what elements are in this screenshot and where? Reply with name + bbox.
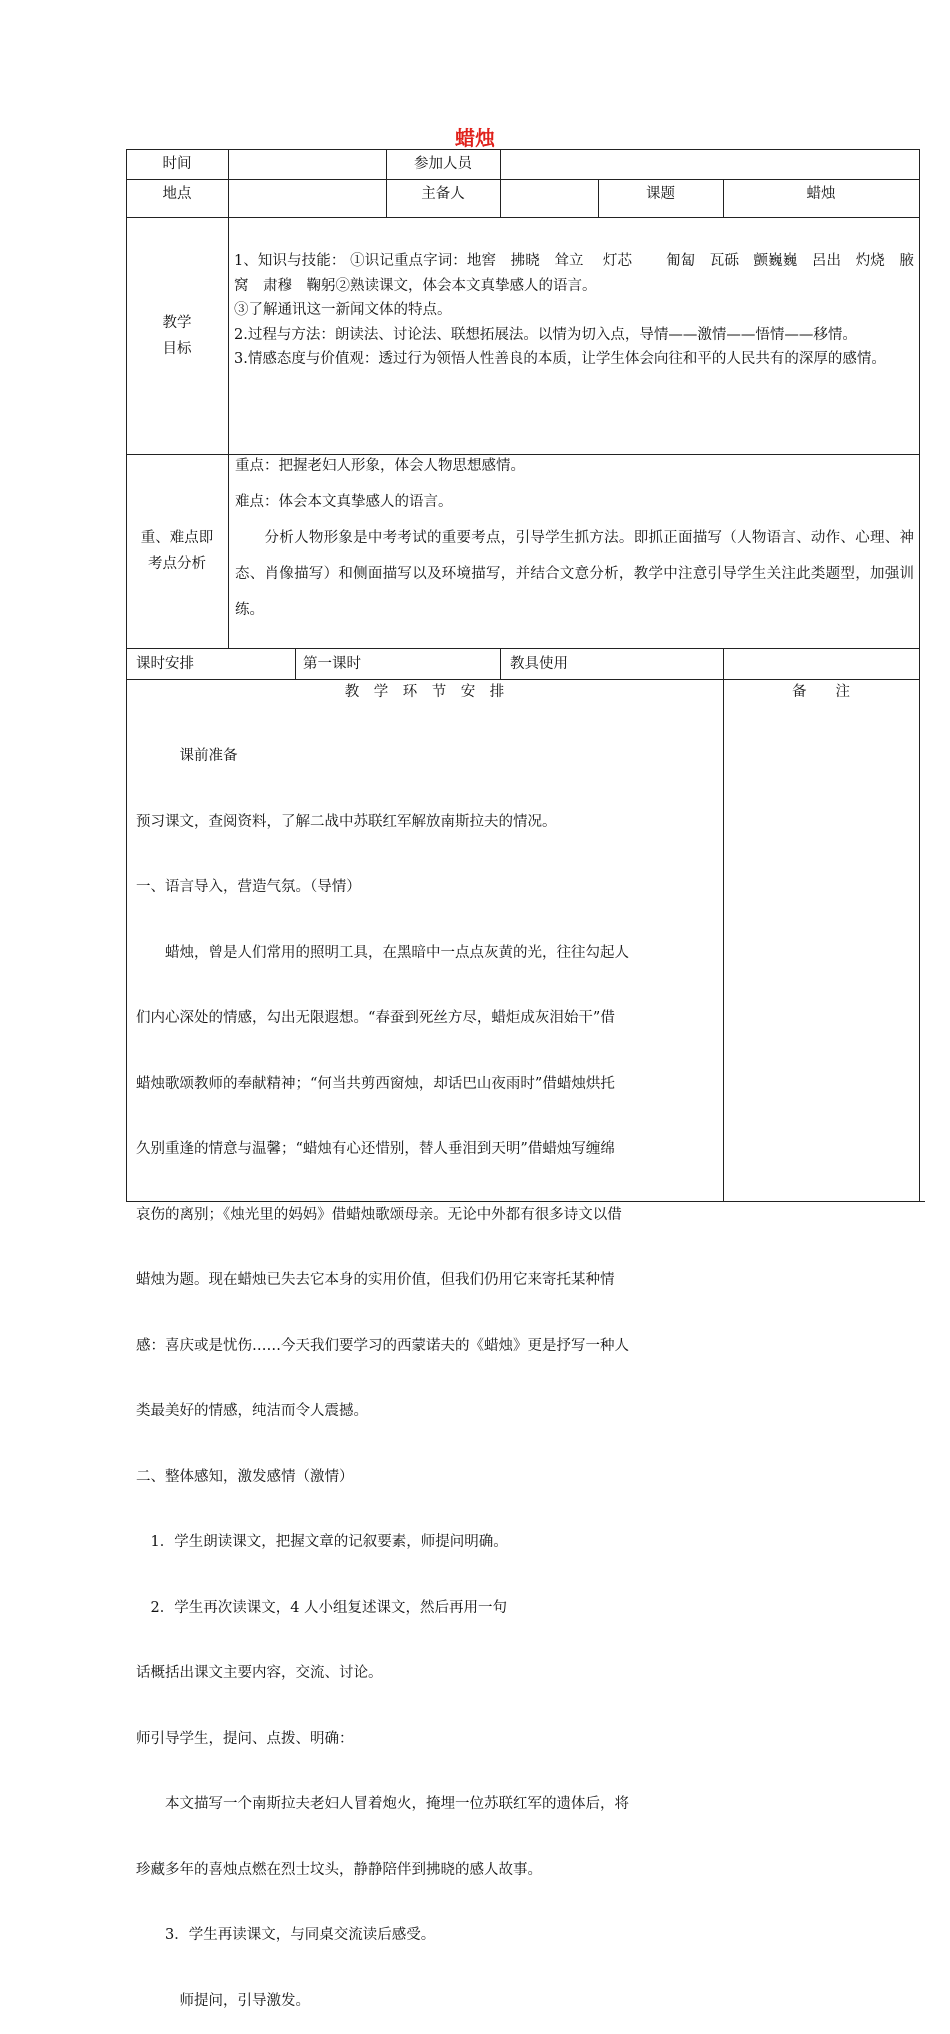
- process-line-20: 师提问，引导激发。: [136, 1992, 310, 2009]
- key-points-line-1: 重点：把握老妇人形象，体会人物思想感情。: [235, 458, 525, 474]
- process-line-7: 久别重逢的情意与温馨；“蜡烛有心还惜别，替人垂泪到天明”借蜡烛写缠绵: [136, 1141, 615, 1157]
- topic-label: 课题: [646, 186, 675, 202]
- process-line-8: 哀伤的离别；《烛光里的妈妈》借蜡烛歌颂母亲。无论中外都有很多诗文以借: [136, 1206, 622, 1223]
- period-value: 第一课时: [303, 655, 361, 672]
- process-line-15: 话概括出课文主要内容，交流、讨论。: [136, 1665, 383, 1681]
- objectives-line-4: 3.情感态度与价值观：透过行为领悟人性善良的本质，让学生体会向往和平的人民共有的深厚的感情。: [234, 351, 886, 367]
- process-line-10: 感：喜庆或是忧伤……今天我们要学习的西蒙诺夫的《蜡烛》更是抒写一种人: [136, 1337, 629, 1354]
- objectives-line-3: 2.过程与方法：朗读法、讨论法、联想拓展法。以情为切入点，导情——激情——悟情——移情。: [234, 326, 857, 343]
- process-line-13: 1．学生朗读课文，把握文章的记叙要素，师提问明确。: [136, 1534, 508, 1550]
- process-line-6: 蜡烛歌颂教师的奉献精神；“何当共剪西窗烛，却话巴山夜雨时”借蜡烛烘托: [136, 1075, 615, 1092]
- key-points-line-3: 分析人物形象是中考考试的重要考点，引导学生抓方法。即抓正面描写（人物语言、动作、心理、神态、肖像描写）和侧面描写以及环境描写，并结合文意分析，教学中注意引导学生关注此类题型，加强训练。: [235, 530, 914, 618]
- key-points-content: [235, 448, 914, 628]
- preparer-value: [500, 179, 598, 217]
- process-line-18: 珍藏多年的喜烛点燃在烈士坟头，静静陪伴到拂晓的感人故事。: [136, 1861, 542, 1878]
- process-body: [136, 704, 722, 2034]
- process-line-11: 类最美好的情感，纯洁而令人震撼。: [136, 1403, 368, 1419]
- objectives-label: 教学 目标: [162, 314, 192, 357]
- objectives-line-1: 1、知识与技能： ①识记重点字词：地窖 拂晓 耸立 灯芯 匍匐 瓦砾 颤巍巍 呂出 灼烧 腋窝 肃穆 鞠躬②熟读课文，体会本文真挚感人的语言。: [234, 253, 914, 294]
- topic-value: 蜡烛: [806, 186, 836, 202]
- process-line-16: 师引导学生，提问、点拨、明确：: [136, 1730, 354, 1747]
- process-line-12: 二、整体感知，激发感情（激情）: [136, 1468, 354, 1485]
- process-line-2: 预习课文，查阅资料，了解二战中苏联红军解放南斯拉夫的情况。: [136, 813, 557, 830]
- process-line-17: 本文描写一个南斯拉夫老妇人冒着炮火，掩埋一位苏联红军的遗体后，将: [136, 1796, 629, 1812]
- document-title: 蜡烛: [455, 126, 495, 150]
- process-line-3: 一、语言导入，营造气氛。（导情）: [136, 879, 361, 895]
- location-value: [228, 179, 386, 217]
- process-line-5: 们内心深处的情感，勾出无限遐想。“春蚕到死丝方尽，蜡炬成灰泪始干”借: [136, 1010, 615, 1026]
- process-header: 教 学 环 节 安 排: [344, 684, 505, 700]
- process-line-9: 蜡烛为题。现在蜡烛已失去它本身的实用价值，但我们仍用它来寄托某种情: [136, 1272, 615, 1288]
- period-label: 课时安排: [136, 655, 194, 672]
- notes-header: 备 注: [792, 684, 850, 700]
- time-label: 时间: [162, 156, 192, 172]
- process-line-4: 蜡烛，曾是人们常用的照明工具，在黑暗中一点点灰黄的光，往往勾起人: [136, 944, 629, 961]
- tools-label: 教具使用: [510, 655, 568, 672]
- participants-label: 参加人员: [414, 156, 472, 172]
- preparer-label: 主备人: [421, 186, 465, 202]
- participants-value: [500, 149, 919, 179]
- key-points-line-2: 难点：体会本文真挚感人的语言。: [235, 494, 453, 510]
- process-line-14: 2．学生再次读课文，4 人小组复述课文，然后再用一句: [136, 1599, 508, 1616]
- tools-value: [724, 648, 919, 679]
- process-line-19: 3．学生再读课文，与同桌交流读后感受。: [136, 1927, 436, 1943]
- key-points-label: 重、难点即 考点分析: [140, 530, 214, 572]
- location-label: 地点: [162, 186, 192, 202]
- time-value: [228, 149, 386, 179]
- objectives-content: [234, 249, 914, 372]
- process-line-1: 课前准备: [136, 748, 238, 764]
- objectives-line-2: ③了解通讯这一新闻文体的特点。: [234, 302, 452, 318]
